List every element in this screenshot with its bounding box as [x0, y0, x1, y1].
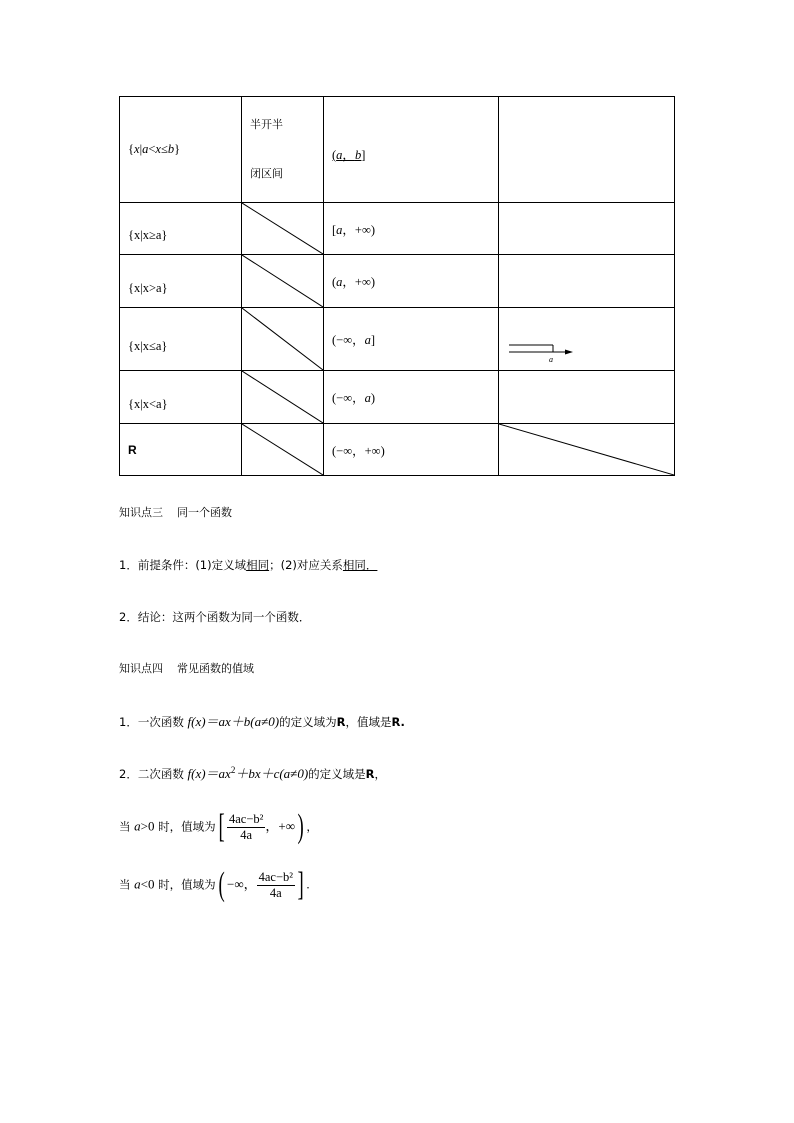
table-row [120, 203, 675, 255]
table-row [120, 97, 675, 203]
number-line-cell [499, 203, 675, 255]
number-line-cell [499, 255, 675, 308]
empty-cell-diagonal [499, 424, 675, 476]
number-line-cell [499, 97, 675, 203]
empty-cell-diagonal [242, 424, 324, 476]
set-cell: {x|x≤a} [120, 308, 242, 371]
interval-notation: (a，b] [332, 147, 366, 162]
fraction: $\frac{\text{4ac−b²}}{4a}$ [228, 811, 264, 842]
interval-cell: (a，+∞) [324, 255, 499, 308]
set-cell: {x|x≥a} [120, 203, 242, 255]
set-cell: {x|x<a} [120, 371, 242, 424]
paragraph-case-positive: 当 a>0 时，值域为[ $\frac{\text{4ac−b²}}{4a}$ ，+∞) ， [119, 808, 318, 845]
set-cell: {x|a<x≤b} [120, 97, 242, 203]
axis-label: a [549, 355, 553, 364]
paragraph-case-negative: 当 a<0 时，值域为( −∞， $\frac{\text{4ac−b²}}{4a}$ ] . [119, 866, 310, 903]
table-row [120, 371, 675, 424]
interval-name-bottom: 闭区间 [250, 166, 283, 180]
empty-cell-diagonal [242, 203, 324, 255]
set-cell-reals: R [120, 424, 242, 476]
paragraph-linear-function: 1．一次函数 f(x)＝ax＋b(a≠0)的定义域为R，值域是R. [119, 714, 405, 729]
fraction: $\frac{\text{4ac−b²}}{4a}$ [258, 869, 293, 900]
empty-cell-diagonal [242, 371, 324, 424]
interval-table [119, 96, 675, 476]
number-line-diagram [507, 340, 587, 364]
interval-cell [324, 97, 499, 203]
paragraph-quadratic-function: 2．二次函数 $f(x)=ax^2+bx+c(a\ne 0)$的定义域是R， [119, 765, 387, 781]
number-line-cell [499, 308, 675, 371]
empty-cell-diagonal [242, 255, 324, 308]
paragraph-premise: 1．前提条件：(1)定义域相同；(2)对应关系相同． [119, 558, 378, 572]
interval-cell: (−∞，+∞) [324, 424, 499, 476]
empty-cell-diagonal [242, 308, 324, 371]
paragraph-conclusion: 2．结论：这两个函数为同一个函数． [119, 610, 311, 624]
name-cell [242, 97, 324, 203]
table-row [120, 308, 675, 371]
interval-cell: [a，+∞) [324, 203, 499, 255]
table-row [120, 424, 675, 476]
number-line-cell [499, 371, 675, 424]
section-heading-3: 知识点三 同一个函数 [119, 506, 232, 519]
table-row [120, 255, 675, 308]
section-heading-4: 知识点四 常见函数的值域 [119, 662, 254, 675]
interval-name-top: 半开半 [250, 117, 283, 131]
interval-cell: (−∞，a) [324, 371, 499, 424]
set-cell: {x|x>a} [120, 255, 242, 308]
interval-cell: (−∞，a] [324, 308, 499, 371]
